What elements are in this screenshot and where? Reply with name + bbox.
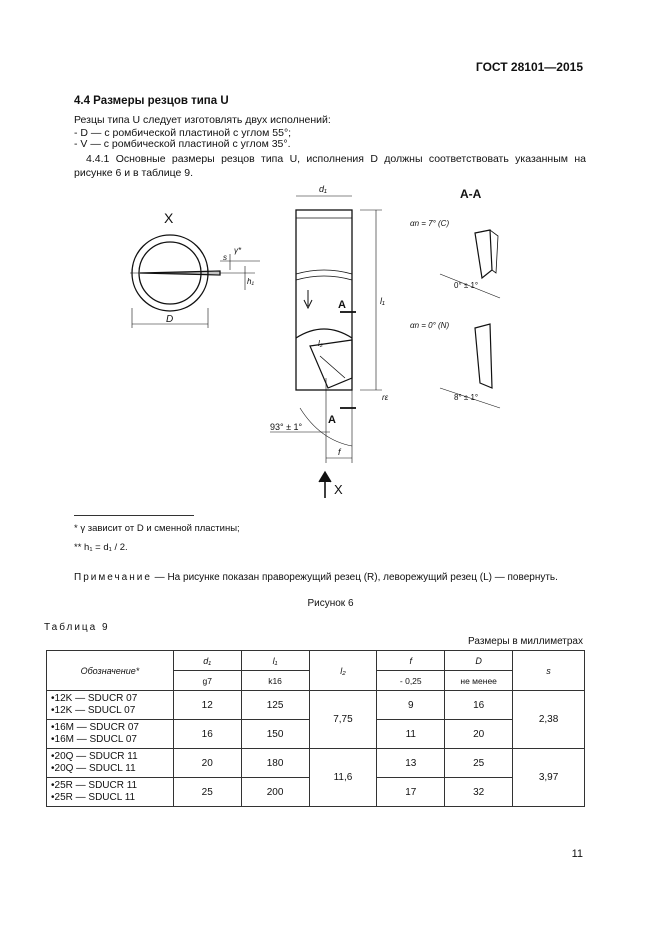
- d1-label: d₁: [319, 184, 327, 194]
- intro-line-3: - V — с ромбической пластиной с углом 35°.: [74, 138, 291, 150]
- table-9: [46, 650, 585, 807]
- l1-label: l₁: [380, 296, 385, 306]
- angle-0-label: 0° ± 1°: [454, 281, 479, 290]
- alpha-c-label: αn = 7° (C): [410, 219, 450, 228]
- cell-l1: 180: [241, 749, 309, 778]
- section-title: 4.4 Размеры резцов типа U: [74, 95, 229, 107]
- alpha-n-label: αn = 0° (N): [410, 321, 450, 330]
- header-s: s: [513, 651, 585, 691]
- header-l1: l₁: [241, 651, 309, 671]
- cell-D: 32: [445, 778, 513, 807]
- cell-l1: 200: [241, 778, 309, 807]
- s-label: s: [223, 253, 227, 262]
- table-units: Размеры в миллиметрах: [468, 636, 583, 647]
- header-l2: l₂: [309, 651, 377, 691]
- figure-caption: Рисунок 6: [307, 598, 354, 609]
- note: [74, 572, 558, 583]
- cell-D: 25: [445, 749, 513, 778]
- cell-D: 20: [445, 720, 513, 749]
- d-label: D: [166, 314, 174, 325]
- intro-line-2: - D — с ромбической пластиной с углом 55°;: [74, 127, 292, 139]
- cell-d1: 20: [173, 749, 241, 778]
- note-label: Примечание: [74, 572, 152, 583]
- header-designation: Обозначение*: [47, 651, 174, 691]
- document-header: ГОСТ 28101—2015: [475, 60, 583, 74]
- cell-D: 16: [445, 691, 513, 720]
- section-a-bottom-label: A: [328, 414, 336, 426]
- cell-f: 11: [377, 720, 445, 749]
- row-designation: •20Q — SDUCR 11 •20Q — SDUCL 11: [47, 749, 174, 778]
- angle-8-label: 8° ± 1°: [454, 393, 479, 402]
- cell-f: 17: [377, 778, 445, 807]
- cell-f: 13: [377, 749, 445, 778]
- note-text: — На рисунке показан праворежущий резец (R), леворежущий резец (L) — повернуть.: [151, 572, 558, 583]
- table-row: [47, 691, 585, 720]
- section-aa-title: A-A: [460, 187, 482, 201]
- row-designation: •16M — SDUCR 07 •16M — SDUCL 07: [47, 720, 174, 749]
- figure-6-drawing: [120, 178, 600, 508]
- footnote-divider: [74, 515, 194, 516]
- h1-label: h₁: [247, 277, 254, 286]
- r-label: rε: [382, 393, 389, 402]
- f-label: f: [338, 447, 341, 457]
- tol-D: не менее: [445, 671, 513, 691]
- row-designation: •12K — SDUCR 07 •12K — SDUCL 07: [47, 691, 174, 720]
- page-number: 11: [571, 848, 583, 860]
- table-caption: Таблица 9: [44, 622, 110, 633]
- intro-line-1: Резцы типа U следует изготовлять двух исполнений:: [74, 114, 331, 126]
- tol-l1: k16: [241, 671, 309, 691]
- table-header-row: [47, 651, 585, 671]
- cell-s-merged: 3,97: [513, 749, 585, 807]
- header-D: D: [445, 651, 513, 671]
- cell-l2-merged: 7,75: [309, 691, 377, 749]
- gamma-label: γ*: [234, 246, 242, 255]
- cell-f: 9: [377, 691, 445, 720]
- section-a-top-label: A: [338, 299, 346, 311]
- header-f: f: [377, 651, 445, 671]
- footnote-2: ** h₁ = d₁ / 2.: [74, 542, 128, 553]
- tol-d1: g7: [173, 671, 241, 691]
- cell-l2-merged: 11,6: [309, 749, 377, 807]
- footnote-1: * γ зависит от D и сменной пластины;: [74, 523, 240, 534]
- tol-f: - 0,25: [377, 671, 445, 691]
- cell-d1: 12: [173, 691, 241, 720]
- cell-d1: 16: [173, 720, 241, 749]
- row-designation: •25R — SDUCR 11 •25R — SDUCL 11: [47, 778, 174, 807]
- l2-label: l₂: [318, 339, 323, 348]
- header-d1: d₁: [173, 651, 241, 671]
- cell-l1: 125: [241, 691, 309, 720]
- table-row: [47, 749, 585, 778]
- angle-93-label: 93° ± 1°: [270, 422, 303, 432]
- arrow-x-label: X: [334, 482, 343, 497]
- cell-l1: 150: [241, 720, 309, 749]
- paragraph-4-4-1: 4.4.1 Основные размеры резцов типа U, исполнения D должны соответствовать указанным на рисунке 6 и в таблице 9.: [74, 153, 586, 179]
- view-x-label: X: [164, 210, 174, 226]
- cell-d1: 25: [173, 778, 241, 807]
- cell-s-merged: 2,38: [513, 691, 585, 749]
